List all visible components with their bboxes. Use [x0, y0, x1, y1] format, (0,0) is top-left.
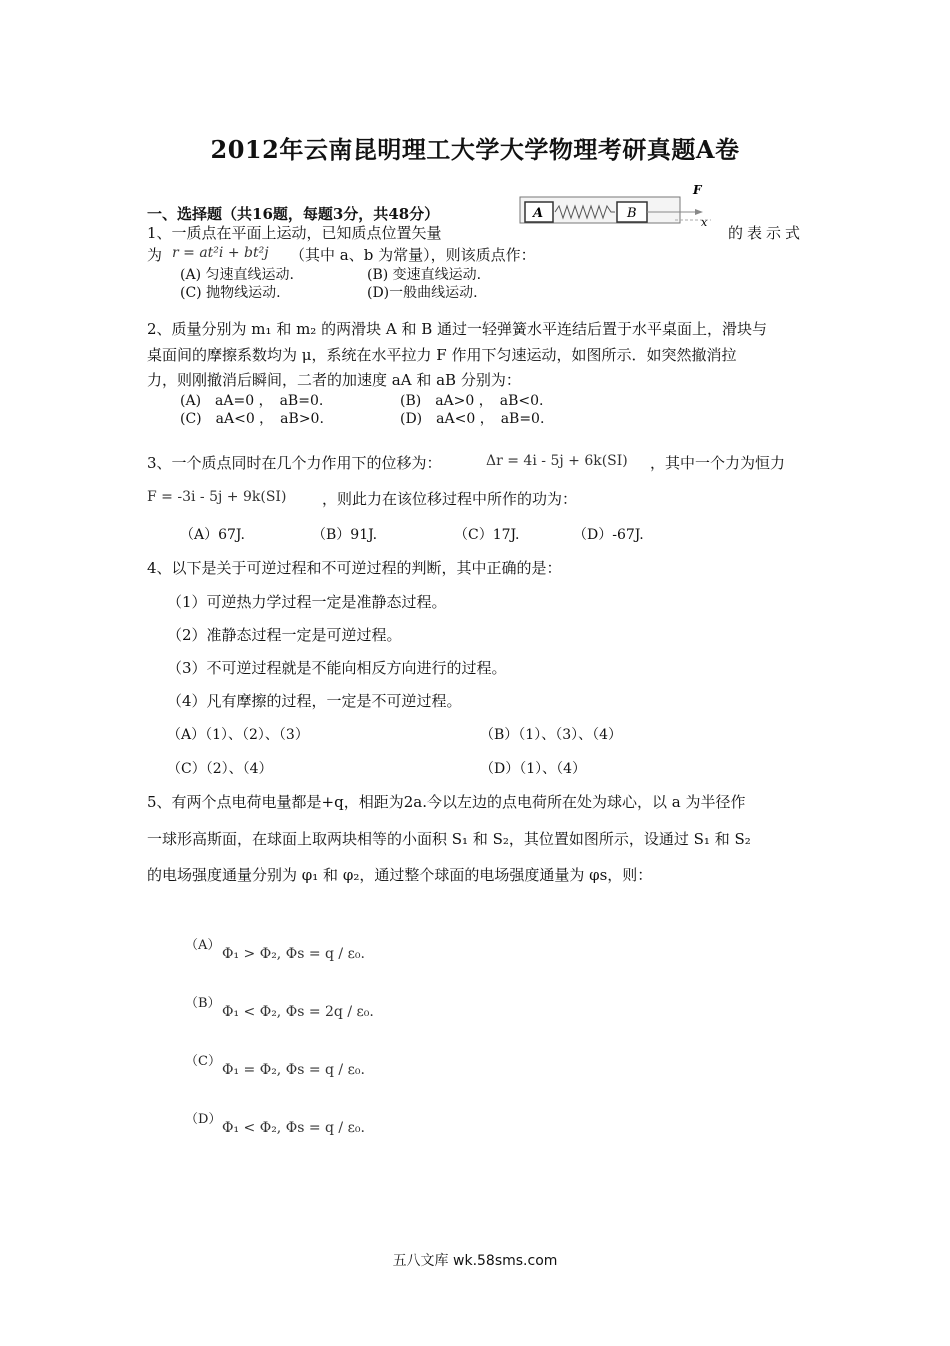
q1-formula: r = at²i + bt²j [172, 245, 269, 261]
spring-blocks-figure [515, 182, 715, 228]
q2-line2: 桌面间的摩擦系数均为 μ，系统在水平拉力 F 作用下匀速运动，如图所示．如突然撤消拉 [147, 346, 737, 364]
q2-option-d: (D) aA<0 ， aB=0. [400, 411, 545, 427]
q5-option-b-formula: Φ₁ < Φ₂, Φs = 2q / ε₀. [222, 1004, 374, 1020]
q4-item-3: （3）不可逆过程就是不能向相反方向进行的过程。 [167, 659, 507, 677]
page-title: 2012年云南昆明理工大学大学物理考研真题A卷 [210, 135, 740, 164]
q5-option-a-formula: Φ₁ > Φ₂, Φs = q / ε₀. [222, 946, 365, 962]
q2-option-b: (B) aA>0 ， aB<0. [400, 393, 544, 409]
q1-option-a: (A) 匀速直线运动. [180, 267, 294, 283]
q1-line2-prefix: 为 [147, 246, 163, 264]
q1-line2-suffix: （其中 a、b 为常量），则该质点作： [290, 246, 536, 264]
section-heading: 一、选择题（共16题，每题3分，共48分） [147, 205, 440, 223]
q5-option-b-label: （B） [185, 996, 221, 1011]
q4-option-c: （C）（2）、（4） [167, 761, 273, 777]
q3-formula-force: F = -3i - 5j + 9k(SI) [147, 489, 287, 505]
q3-line1: 3、一个质点同时在几个力作用下的位移为： [147, 454, 442, 472]
q1-option-d: (D)一般曲线运动. [367, 285, 478, 301]
axis-x-label: x [701, 216, 708, 228]
q4-option-a: （A）（1）、（2）、（3） [167, 727, 309, 743]
q1-line1-end: 的表示式 [728, 224, 805, 242]
q3-line1-end: ，其中一个力为恒力 [650, 454, 786, 472]
q3-option-b: （B）91J. [312, 527, 378, 543]
q3-line2-end: ，则此力在该位移过程中所作的功为： [322, 490, 578, 508]
q1-option-c: (C) 抛物线运动. [180, 285, 281, 301]
q3-option-a: （A）67J. [180, 527, 245, 543]
q4-option-d: （D）（1）、（4） [480, 761, 587, 777]
q2-line3: 力，则刚撤消后瞬间，二者的加速度 aA 和 aB 分别为： [147, 371, 521, 389]
block-b-label: B [627, 206, 637, 221]
q4-item-2: （2）准静态过程一定是可逆过程。 [167, 626, 402, 644]
q4-item-4: （4）凡有摩擦的过程，一定是不可逆过程。 [167, 692, 462, 710]
q5-option-c-formula: Φ₁ = Φ₂, Φs = q / ε₀. [222, 1062, 365, 1078]
q4-line1: 4、以下是关于可逆过程和不可逆过程的判断，其中正确的是： [147, 559, 562, 577]
q5-option-a-label: （A） [185, 938, 221, 953]
q3-option-c: （C）17J. [454, 527, 520, 543]
q4-item-1: （1）可逆热力学过程一定是准静态过程。 [167, 593, 447, 611]
q5-line2: 一球形高斯面，在球面上取两块相等的小面积 S₁ 和 S₂，其位置如图所示，设通过 S₁ 和 S₂ [147, 830, 751, 848]
q5-option-d-formula: Φ₁ < Φ₂, Φs = q / ε₀. [222, 1120, 365, 1136]
q5-option-d-label: （D） [185, 1112, 222, 1127]
q2-option-c: (C) aA<0 ， aB>0. [180, 411, 324, 427]
force-label: F [693, 183, 702, 197]
q2-option-a: (A) aA=0 ， aB=0. [180, 393, 324, 409]
q3-formula-displacement: Δr = 4i - 5j + 6k(SI) [486, 453, 628, 469]
q1-option-b: (B) 变速直线运动. [367, 267, 482, 283]
q1-line1: 1、一质点在平面上运动，已知质点位置矢量 [147, 224, 442, 242]
q2-line1: 2、质量分别为 m₁ 和 m₂ 的两滑块 A 和 B 通过一轻弹簧水平连结后置于水平桌面上，滑块与 [147, 320, 768, 338]
q5-line1: 5、有两个点电荷电量都是+q，相距为2a.今以左边的点电荷所在处为球心，以 a 为半径作 [147, 793, 746, 811]
q3-option-d: （D）-67J. [573, 527, 644, 543]
q5-option-c-label: （C） [185, 1054, 221, 1069]
q4-option-b: （B）（1）、（3）、（4） [480, 727, 623, 743]
footer-watermark: 五八文库 wk.58sms.com [392, 1253, 558, 1269]
q5-line3: 的电场强度通量分别为 φ₁ 和 φ₂，通过整个球面的电场强度通量为 φs，则： [147, 866, 653, 884]
block-a-label: A [533, 206, 544, 221]
